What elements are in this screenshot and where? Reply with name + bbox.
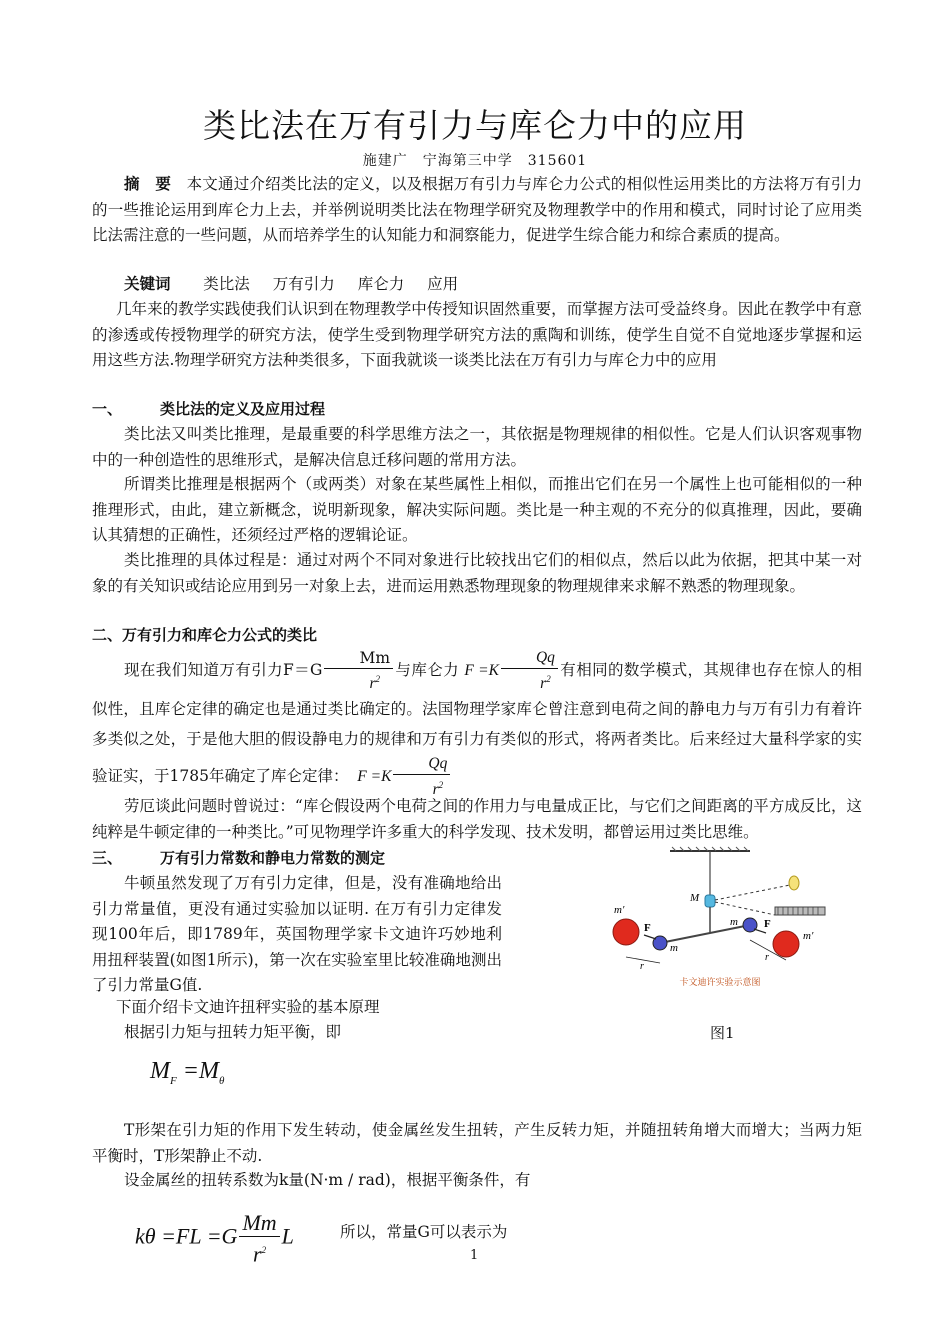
cavendish-figure [600,845,840,995]
section-2-heading [92,624,317,645]
label-m-left: m [670,942,678,954]
section-2-body: 有相同的数学模式，其规律也存在惊人的相似性，且库仑定律的确定也是通过类比确定的。法国物理学家库仑曾注意到电荷之间的静电力与万有引力有着许多类似之处，于是他大胆的假设静电力的规律和万有引力有类似的形式，将两者类比。后来经过大量科学家的实验证实，于1785年确定了库仑定律： [92,661,862,786]
label-m-prime-right: m′ [803,930,814,942]
force-arrow-left [644,935,656,939]
coulomb-law-fraction: $\frac{Qq}{r^2}$ [393,754,450,800]
torque-balance-equation: $M_F =M_\theta$ [150,1058,225,1087]
section-2-paragraph-1 [92,648,862,800]
abstract [92,172,862,249]
section-2-paragraph-2: 劳厄谈此问题时曾说过：“库仑假设两个电荷之间的作用力与电量成正比，与它们之间距离的平方成反比，这纯粹是牛顿定律的一种类比。”可见物理学许多重大的科学发现、技术发明，都曾运用过类比思维。 [92,797,862,841]
section-1-paragraph-1: 类比法又叫类比推理，是最重要的科学思维方法之一，其依据是物理规律的相似性。它是人们认识客观事物中的一种创造性的思维形式，是解决信息迁移问题的常用方法。 [92,425,862,469]
coulomb-intro: 与库仑力 [395,661,460,680]
gravity-denominator: $r^2$ [369,674,381,693]
abstract-label: 摘 要 [124,175,172,193]
label-r-right: r [765,952,769,963]
section-3-paragraph-4: T形架在引力矩的作用下发生转动，使金属丝发生扭转，产生反转力矩，并随扭转角增大而增大；当两力矩平衡时，T形架静止不动. [92,1121,862,1165]
cavendish-diagram [600,845,840,995]
keywords [92,272,862,298]
label-m-prime-left: m′ [614,904,625,916]
coulomb-law-formula: F =K [357,768,392,786]
keyword-item: 万有引力 [272,275,335,293]
label-M: M [690,892,700,904]
big-ball-left [613,919,639,945]
abstract-text: 本文通过介绍类比法的定义，以及根据万有引力与库仑力公式的相似性运用类比的方法将万有引力的一些推论运用到库仑力上去，并举例说明类比法在物理学研究及物理教学中的作用和模式，同时讨论了应用类比法需注意的一些问题，从而培养学生的认知能力和洞察能力，促进学生综合能力和综合素质的提高。 [92,175,862,244]
section-1-number: 一、 [92,400,123,418]
light-ray [715,885,790,900]
label-F-right: F [764,918,771,930]
figure-caption: 图1 [710,1024,735,1042]
section-2-number: 二、 [92,626,123,644]
lamp-icon [789,876,799,890]
gravity-fraction [324,648,393,694]
author-line: 施建广 宁海第三中学 315601 [362,153,588,169]
balance-condition-equation: kθ =FL =G $\frac{Mm}{r^2}$ L [135,1210,294,1267]
section-2-title: 万有引力和库仑力公式的类比 [122,626,318,644]
intro-paragraph: 几年来的教学实践使我们认识到在物理教学中传授知识固然重要，而掌握方法可受益终身。因此在教学中有意的渗透或传授物理学的研究方法，使学生受到物理学研究方法的熏陶和训练，使学生自觉不自觉地逐步掌握和运用这些方法.物理学研究方法种类很多，下面我就谈一谈类比法在万有引力与库仑力中的应用 [92,300,862,369]
section-3-number: 三、 [92,849,123,867]
coulomb-formula: F =K [464,662,499,680]
section-1-title: 类比法的定义及应用过程 [160,400,326,418]
section-3-paragraph-6: 所以，常量G可以表示为 [340,1223,508,1241]
reflected-ray [715,902,775,915]
keyword-item: 库仑力 [357,275,405,293]
section-3-title: 万有引力常数和静电力常数的测定 [160,849,386,867]
section-1-heading [92,398,325,419]
section-3-heading [92,847,385,868]
section-3-paragraph-5: 设金属丝的扭转系数为k量(N·m / rad)，根据平衡条件，有 [124,1171,531,1189]
keyword-item: 应用 [427,275,459,293]
figure-inner-caption: 卡文迪许实验示意图 [679,978,761,988]
scale [775,907,825,915]
keyword-item: 类比法 [203,275,250,293]
section-1-paragraph-2: 所谓类比推理是根据两个（或两类）对象在某些属性上相似，而推出它们在另一个属性上也可能相似的一种推理形式，由此，建立新概念，说明新现象，解决实际问题。类比是一种主观的不充分的似真推理，因此，要确认其猜想的正确性，还须经过严格的逻辑论证。 [92,475,862,544]
label-F-left: F [644,922,651,934]
coulomb-denominator: $r^2$ [540,674,551,693]
coulomb-fraction [501,648,558,694]
section-3-paragraph-3: 根据引力矩与扭转力矩平衡，即 [124,1023,342,1041]
section-3-paragraph-2: 下面介绍卡文迪许扭秤实验的基本原理 [116,998,380,1016]
gravity-law-intro: 现在我们知道万有引力F＝G [124,661,323,680]
gravity-numerator: Mm [324,648,393,669]
page-number: 1 [470,1248,479,1263]
section-1-paragraph-3: 类比推理的具体过程是：通过对两个不同对象进行比较找出它们的相似点，然后以此为依据，把其中某一对象的有关知识或结论应用到另一对象上去，进而运用熟悉物理现象的物理规律来求解不熟悉的物理现象。 [92,551,862,595]
keywords-label: 关键词 [124,275,171,293]
mirror [705,895,715,907]
big-ball-right [773,931,799,957]
section-3-paragraph-1: 牛顿虽然发现了万有引力定律，但是，没有准确地给出引力常量值，更没有通过实验加以证明. 在万有引力定律发现100年后，即1789年，英国物理学家卡文迪许巧妙地利用扭秤装置(如图1所示)，第一次在实验室里比较准确地测出了引力常量G值. [92,874,502,994]
coulomb-numerator: Qq [501,648,558,669]
label-m-right: m [730,916,738,928]
label-r-left: r [640,961,644,972]
page-title: 类比法在万有引力与库仑力中的应用 [203,106,747,145]
